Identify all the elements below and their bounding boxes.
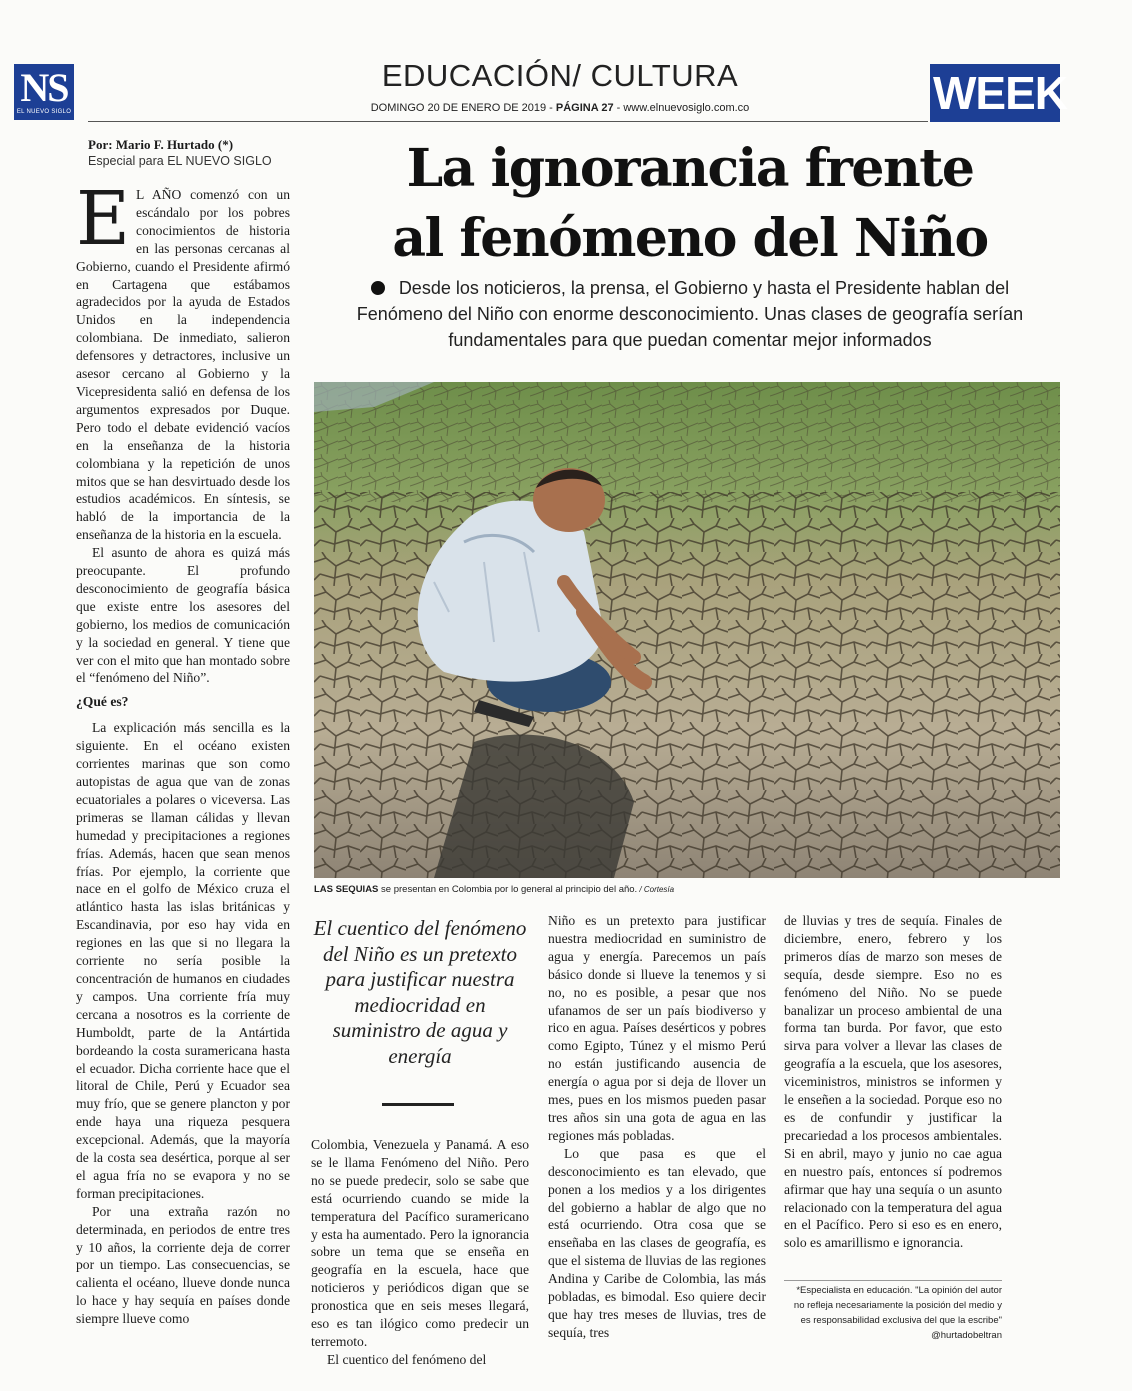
caption-lead: LAS SEQUIAS — [314, 884, 379, 895]
caption-text: se presentan en Colombia por lo general al principio del año. — [378, 884, 638, 895]
section-title: EDUCACIÓN/ CULTURA — [381, 58, 739, 93]
article-paragraph: El asunto de ahora es quizá más preocupante. El profundo desconocimiento de geografía básica que existe entre los asesores del gobierno, los medios de comunicación y la sociedad en general. Y tiene que ver con el mito que han montado sobre el “fenómeno del Niño”. — [76, 545, 290, 686]
article-column-1 — [76, 176, 290, 1356]
headline-line-2: al fenómeno del Niño — [392, 208, 988, 269]
article-paragraph — [76, 176, 290, 544]
site-url: - www.elnuevosiglo.com.co — [613, 102, 750, 114]
article-subheading: ¿Qué es? — [76, 694, 129, 710]
article-paragraph: Niño es un pretexto para justificar nuestra mediocridad en suministro de agua y energía. Parecemos un país básico donde si llueve la tenemos y si no, no es posible, a pesar que nos ufanamos de ser un país biodiverso y rico en agua. Países desérticos y pobres como Egipto, Túnez y el mismo Perú no están justificando ausencia de energía o agua por si deja de llover un mes, pues en los mismos pueden pasar tres años sin una gota de agua en las regiones más pobladas. — [548, 913, 766, 1143]
header-rule — [88, 121, 928, 122]
article-column-4 — [784, 912, 1002, 1280]
article-paragraph: El cuentico del fenómeno del — [327, 1351, 487, 1367]
article-paragraph: Colombia, Venezuela y Panamá. A eso se le llama Fenómeno del Niño. Pero no se puede predecir, solo se sabe que está ocurriendo cuando se mide la temperatura del Pacífico suramericano y esta ha aumentado. Pero la ignorancia sobre un tema que se enseña en geografía en la escuela, hace que noticieros y periódicos digan que se pronostica que en seis meses llegará, eso es tan ilógico como predecir un terremoto. — [311, 1137, 529, 1349]
byline-author: Por: Mario F. Hurtado (*) — [88, 137, 234, 152]
bullet-icon — [371, 281, 385, 295]
article-paragraph: Por una extraña razón no determinada, en periodos de entre tres y 10 años, la corriente deja de correr por un tiempo. Las consecuencias, se calienta el océano, llueve donde nunca lo hace y hay sequía en países donde siempre llueve como — [76, 1203, 290, 1327]
pull-quote-rule — [382, 1103, 454, 1106]
byline-role: Especial para EL NUEVO SIGLO — [88, 154, 272, 168]
headline-line-1: La ignorancia frente — [406, 138, 974, 199]
caption-credit: / Cortesía — [637, 885, 675, 894]
subhead — [334, 275, 1046, 353]
subhead-text: Desde los noticieros, la prensa, el Gobierno y hasta el Presidente hablan del Fenómeno del Niño con enorme desconocimiento. Unas clases de geografía serían fundamentales para que puedan comentar mejor informados — [356, 278, 1024, 350]
photo-caption — [314, 884, 1060, 895]
logo-letters: NS — [20, 65, 68, 110]
article-column-2 — [311, 1136, 529, 1367]
drop-cap: E — [76, 176, 131, 262]
article-paragraph: Lo que pasa es que el desconocimiento es tan elevado, que ponen a los medios y a los dirigentes del gobierno a hablar de algo que no está ocurriendo. Otra cosa que se enseñaba en las clases de geografía, es que el sistema de lluvias de las regiones Andina y Caribe de Colombia, las más pobladas, es bimodal. Eso quiere decir que hay tres meses de lluvias, tres de sequía, tres — [548, 1145, 766, 1340]
week-badge: WEEK — [930, 64, 1060, 122]
paragraph-text: L AÑO comenzó con un escándalo por los pobres conocimientos de historia en las personas cercanas al Gobierno, cuando el Presidente afirmó en Cartagena que estábamos agradecidos por la ayuda de Estados Unidos en la independencia colombiana. De inmediato, salieron defensores y detractores, inclusive un asesor cercano al Gobierno y la Vicepresidenta salió en defensa de los argumentos expresados por Duque. Pero todo el debate evidenció vacíos en la enseñanza de la historia colombiana y la repetición de unos mitos que se han desvirtuado desde los estudios académicos. En síntesis, se habló de la importancia de la enseñanza de la historia en la escuela. — [76, 187, 290, 543]
logo-subtext: EL NUEVO SIGLO — [16, 109, 72, 115]
issue-date: DOMINGO 20 DE ENERO DE 2019 - — [370, 102, 556, 114]
page-number: PÁGINA 27 — [555, 102, 614, 114]
pull-quote: El cuentico del fenómeno del Niño es un pretexto para justificar nuestra mediocridad en suministro de agua y energía — [313, 916, 527, 1068]
article-column-3 — [548, 912, 766, 1356]
author-footnote: *Especialista en educación. "La opinión del autor no refleja necesariamente la posición del medio y es responsabilidad exclusiva del que la escribe" @hurtadobeltran — [793, 1285, 1002, 1341]
footnote-rule — [784, 1280, 1002, 1281]
newspaper-logo — [14, 64, 74, 120]
drought-photo — [314, 382, 1060, 878]
article-paragraph: La explicación más sencilla es la siguiente. En el océano existen corrientes marinas que son como autopistas de agua que van de zonas ecuatoriales a polares o viceversa. Las primeras se llaman cálidas y llevan humedad y precipitaciones a regiones frías. Además, hacen que sean menos frías. Por ejemplo, la corriente que nace en el golfo de México cruza el atlántico hasta las islas británicas y Escandinavia, por eso hay vida en regiones en las que si no llegara la corriente no sería posible la concentración de humanos en ciudades y campos. Una corriente fría muy cercana a nosotros es la corriente de Humboldt, parte de la Antártida bordeando la costa suramericana hasta el ecuador. Dicha corriente hace que el litoral de Chile, Perú y Ecuador sea muy frío, que se genere plancton y por ende haya una riqueza pesquera excepcional. Además, que la mayoría de la costa sea desértica, porque al ser el agua fría no se evapora y no se forman precipitaciones. — [76, 720, 290, 1201]
article-paragraph: de lluvias y tres de sequía. Finales de diciembre, enero, febrero y los primeros días de marzo son meses de sequía, desde siempre. Eso no es fenómeno del Niño. No se puede banalizar un proceso ambiental de una forma tan burda. Por favor, que esto sirva para volver a llevar las clases de geografía a la escuela, que los asesores, viceministros, ministros se informen y le enseñen a la sociedad. Porque eso no es de confundir y justificar la precariedad a los procesos ambientales. Si en abril, mayo y junio no cae agua en nuestro país, entonces sí podremos afirmar que hay una sequía o un asunto relacionado con la temperatura del agua en el Pacífico. Pero si eso es en enero, solo es amarillismo e ignorancia. — [784, 913, 1002, 1251]
headline — [330, 134, 1050, 274]
dateline — [300, 102, 820, 114]
